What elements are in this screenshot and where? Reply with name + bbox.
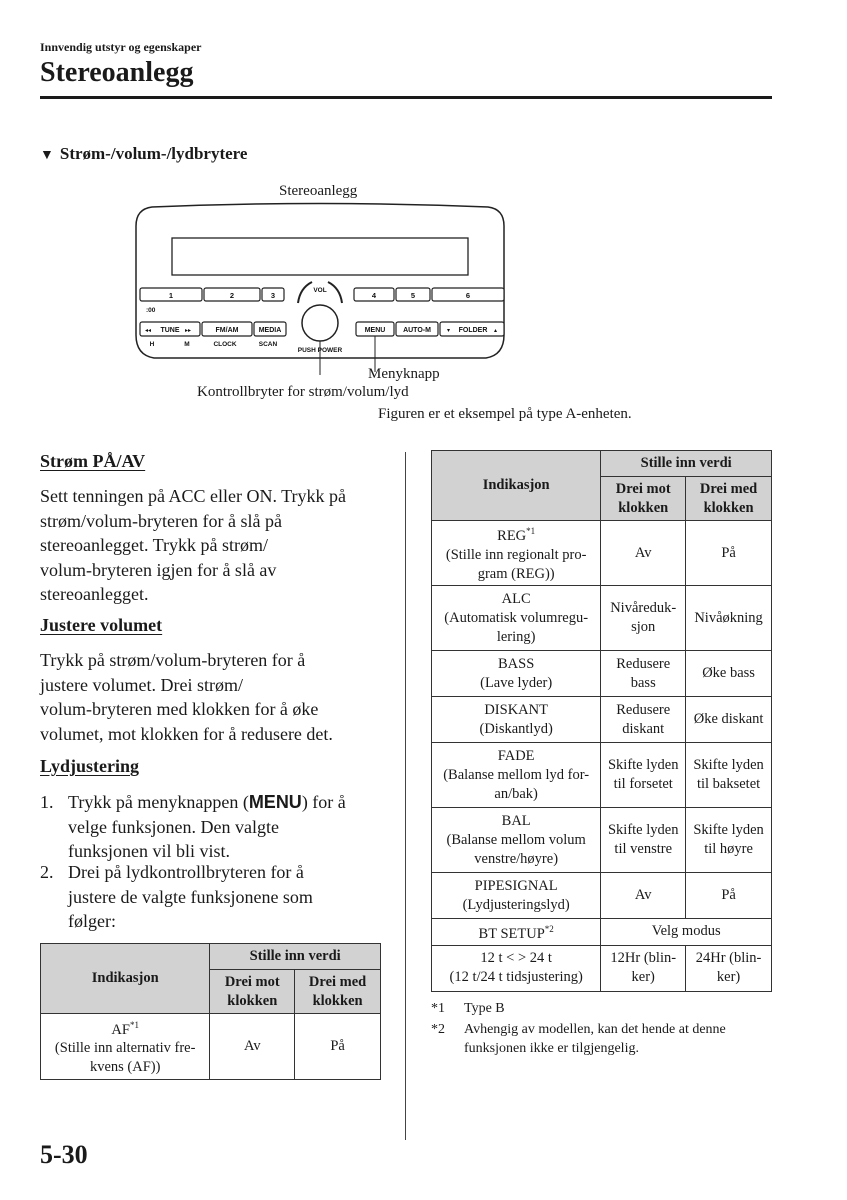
footnote-line (431, 1020, 726, 1039)
volume-knob (302, 305, 338, 341)
footnote-text: Avhengig av modellen, kan det hende at denne (464, 1022, 726, 1037)
table-header-indication: Indikasjon (432, 451, 601, 521)
row-name-text: 12 t < > 24 t (480, 950, 552, 967)
row-desc-line: (Balanse mellom volum (446, 831, 586, 848)
fmam-label: FM/AM (215, 327, 239, 334)
menu-label: MENU (364, 327, 386, 334)
step-number: 2. (40, 862, 54, 882)
row-desc-line: (Diskantlyd) (479, 720, 553, 737)
sub-label-m: M (184, 341, 190, 348)
preset-label-5: 5 (410, 291, 416, 300)
subheading (40, 144, 247, 164)
text-line: justere de valgte funksjonene som (68, 886, 313, 907)
row-value-clockwise (686, 945, 772, 991)
row-indication (432, 697, 601, 743)
row-desc-line: (Lave lyder) (480, 674, 553, 691)
row-desc-line: lering) (496, 628, 536, 645)
row-name (434, 747, 598, 766)
text-line: volumet, mot klokken for å redusere det. (40, 723, 333, 744)
row-name-text: DISKANT (484, 701, 548, 718)
row-value-counterclockwise (601, 945, 686, 991)
text-line: volum-bryteren igjen for å slå av (40, 559, 277, 580)
header-line: Drei mot (615, 480, 671, 497)
label-stereo: Stereoanlegg (279, 183, 358, 199)
row-value-clockwise: På (295, 1014, 381, 1080)
value-line: Av (634, 887, 652, 903)
row-name-text: BAL (501, 812, 531, 829)
text-line: følger: (68, 911, 116, 931)
value-line: til høyre (704, 841, 753, 857)
volume-paragraph (40, 648, 390, 746)
svg-text:◂◂: ◂◂ (145, 327, 152, 334)
text-line: Trykk på strøm/volum-bryteren for å (40, 650, 306, 670)
table-row (41, 1014, 381, 1080)
figure-caption: Figuren er et eksempel på type A-enheten. (378, 406, 632, 422)
row-value-clockwise (686, 808, 772, 873)
value-line: Nivåreduk- (610, 600, 677, 616)
row-value-mode: Velg modus (601, 919, 772, 946)
row-value-counterclockwise (601, 743, 686, 808)
table-row (432, 697, 772, 743)
header-line: Drei med (308, 973, 367, 990)
row-name-text: BASS (498, 655, 535, 672)
value-line: Øke diskant (693, 711, 764, 727)
step-text (68, 790, 390, 864)
row-desc-line: kvens (AF)) (89, 1059, 161, 1076)
text-span: ) for å (301, 792, 346, 812)
row-name (434, 655, 598, 674)
table-header-setting: Stille inn verdi (210, 944, 381, 970)
preset-label-2: 2 (229, 291, 235, 300)
row-value-clockwise (686, 743, 772, 808)
row-name-text: REG (497, 527, 527, 544)
callout-menu: Menyknapp (368, 366, 440, 382)
row-indication (432, 521, 601, 586)
row-indication (432, 743, 601, 808)
row-name (434, 590, 598, 609)
footnote-mark: *1 (129, 1019, 139, 1030)
value-line: ker) (716, 969, 741, 986)
section-kicker: Innvendig utstyr og egenskaper (40, 40, 202, 54)
row-value-counterclockwise: Av (210, 1014, 295, 1080)
row-name (43, 1016, 207, 1040)
heading-sound: Lydjustering (40, 756, 140, 776)
row-name-text: ALC (501, 590, 531, 607)
row-value-clockwise (686, 586, 772, 651)
row-value-clockwise (686, 521, 772, 586)
footnote-mark: *1 (431, 1001, 445, 1016)
svg-text:▸▸: ▸▸ (185, 327, 192, 334)
footnote-mark: *2 (431, 1022, 445, 1037)
folder-label: FOLDER (458, 327, 488, 334)
header-line: klokken (618, 499, 669, 516)
text-line: stereoanlegget. (40, 584, 149, 604)
text-line: strøm/volum-bryteren for å slå på (40, 510, 282, 531)
text-line: Drei på lydkontrollbryteren for å (68, 862, 304, 882)
value-line: sjon (631, 619, 656, 635)
footnote-mark: *2 (544, 924, 554, 934)
title-rule (40, 96, 772, 99)
row-indication (432, 945, 601, 991)
sub-label-h: H (149, 341, 155, 348)
table-row (432, 586, 772, 651)
vol-label: VOL (313, 287, 327, 294)
value-line: ker) (631, 969, 655, 986)
step-1 (40, 790, 390, 866)
row-desc-line: (Stille inn alternativ fre- (54, 1040, 196, 1057)
row-value-counterclockwise (601, 586, 686, 651)
row-indication (432, 808, 601, 873)
header-line: klokken (312, 992, 363, 1009)
table-row (432, 873, 772, 919)
row-desc-line: (Balanse mellom lyd for- (443, 766, 590, 783)
sub-label-clock: CLOCK (213, 341, 237, 348)
row-value-counterclockwise (601, 873, 686, 919)
heading-power: Strøm PÅ/AV (40, 451, 146, 471)
row-value-counterclockwise (601, 521, 686, 586)
page-number: 5-30 (40, 1140, 88, 1169)
heading-volume: Justere volumet (40, 615, 163, 635)
footnote-text: Type B (464, 1001, 505, 1016)
page-title: Stereoanlegg (40, 57, 194, 88)
row-desc-line: (12 t/24 t tidsjustering) (449, 969, 583, 986)
value-line: til baksetet (696, 776, 761, 792)
row-desc-line: an/bak) (494, 785, 538, 802)
callout-knob: Kontrollbryter for strøm/volum/lyd (197, 384, 409, 400)
row-indication (432, 919, 601, 946)
value-line: På (721, 544, 736, 561)
text-line: justere volumet. Drei strøm/ (40, 674, 243, 695)
preset-sub-label: :00 (146, 307, 156, 314)
value-line: Skifte lyden (607, 822, 679, 838)
value-line: 12Hr (blin- (610, 950, 677, 967)
header-line: klokken (703, 499, 754, 516)
row-desc-line: (Automatisk volumregu- (444, 609, 589, 626)
row-value-clockwise (686, 873, 772, 919)
triangle-down-icon: ▼ (40, 148, 54, 163)
svg-text:▴: ▴ (494, 327, 498, 334)
push-power-label: PUSH POWER (297, 347, 343, 354)
value-line: Redusere (616, 701, 671, 718)
row-name (434, 701, 598, 720)
header-line: klokken (227, 992, 278, 1009)
row-name (434, 522, 598, 546)
text-line (68, 790, 390, 815)
table-header-indication: Indikasjon (41, 944, 210, 1014)
text-line: funksjonen vil bli vist. (68, 841, 230, 861)
row-name (434, 812, 598, 831)
column-divider (405, 452, 406, 1140)
value-line: Av (634, 544, 652, 561)
table-row (432, 521, 772, 586)
row-indication (41, 1014, 210, 1080)
table-header-counterclockwise (210, 970, 295, 1014)
display-window (172, 238, 468, 275)
value-line: Skifte lyden (693, 822, 764, 838)
row-name-text: PIPESIGNAL (474, 877, 558, 894)
value-line: Øke bass (702, 665, 755, 681)
text-span: Trykk på menyknappen ( (68, 792, 249, 812)
row-name-text: BT SETUP (478, 925, 545, 942)
row-value-counterclockwise (601, 808, 686, 873)
value-line: bass (630, 674, 656, 691)
sound-table-left (40, 943, 381, 1080)
row-desc-line: (Stille inn regionalt pro- (445, 546, 587, 563)
row-value-counterclockwise (601, 697, 686, 743)
autom-label: AUTO-M (403, 327, 431, 334)
row-indication (432, 586, 601, 651)
row-name (434, 877, 598, 896)
table-row (432, 945, 772, 991)
value-line: til venstre (614, 841, 673, 857)
step-number: 1. (40, 792, 54, 812)
stereo-diagram (130, 200, 510, 375)
subheading-text: Strøm-/volum-/lydbrytere (59, 144, 248, 163)
row-name-text: AF (111, 1021, 130, 1038)
menu-key-label: MENU (248, 792, 302, 812)
power-paragraph (40, 484, 390, 607)
row-value-counterclockwise (601, 651, 686, 697)
row-indication (432, 873, 601, 919)
value-line: Nivåøkning (694, 609, 763, 626)
header-line: Drei mot (224, 973, 280, 990)
row-value-clockwise (686, 697, 772, 743)
tune-label: TUNE (160, 327, 180, 334)
value-line: Skifte lyden (607, 757, 679, 773)
row-desc-line: (Lydjusteringslyd) (462, 896, 570, 913)
text-line: velge funksjonen. Den valgte (68, 816, 279, 837)
text-line: stereoanlegget. Trykk på strøm/ (40, 535, 268, 555)
row-name-text: FADE (497, 747, 535, 764)
table-row (432, 651, 772, 697)
table-row (432, 808, 772, 873)
media-label: MEDIA (258, 327, 282, 334)
value-line: diskant (622, 720, 665, 737)
table-header-clockwise (686, 477, 772, 521)
preset-label-4: 4 (371, 291, 377, 300)
svg-text:▾: ▾ (447, 327, 451, 334)
table-row (432, 743, 772, 808)
row-desc-line: venstre/høyre) (474, 850, 559, 867)
value-line: Skifte lyden (693, 757, 764, 773)
step-text (68, 860, 390, 934)
row-value-clockwise (686, 651, 772, 697)
table-header-counterclockwise (601, 477, 686, 521)
value-line: til forsetet (613, 776, 673, 792)
footnote-2 (431, 1020, 726, 1058)
preset-label-6: 6 (465, 291, 471, 300)
row-desc-line: gram (REG)) (477, 565, 555, 582)
text-line: Sett tenningen på ACC eller ON. Trykk på (40, 486, 346, 506)
table-header-setting: Stille inn verdi (601, 451, 772, 477)
value-line: Redusere (616, 655, 671, 672)
table-row (432, 919, 772, 946)
preset-label-1: 1 (168, 291, 174, 300)
text-line: volum-bryteren med klokken for å øke (40, 699, 319, 719)
preset-label-3: 3 (270, 291, 276, 300)
table-header-clockwise (295, 970, 381, 1014)
footnote-mark: *1 (526, 526, 536, 537)
value-line: På (721, 887, 736, 903)
sub-label-scan: SCAN (258, 341, 278, 348)
header-line: Drei med (699, 480, 758, 497)
footnote-text: funksjonen ikke er tilgjengelig. (464, 1041, 639, 1056)
row-indication (432, 651, 601, 697)
sound-table-right (431, 450, 772, 992)
footnote-1 (431, 1001, 505, 1017)
value-line: 24Hr (blin- (695, 950, 762, 967)
step-2 (40, 860, 390, 936)
